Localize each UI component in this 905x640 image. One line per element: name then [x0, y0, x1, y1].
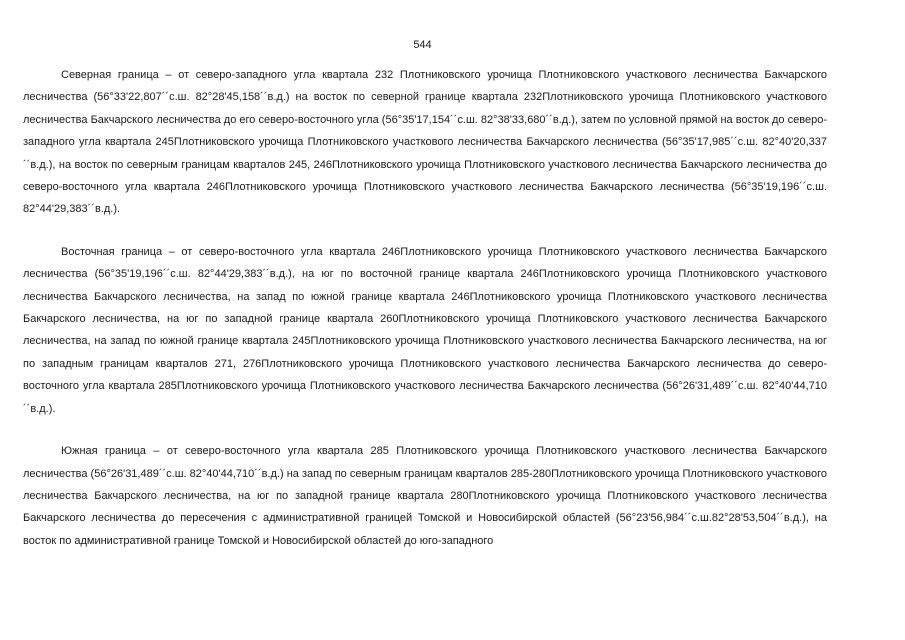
paragraph-east-boundary: Восточная граница – от северо-восточного угла квартала 246Плотниковского урочища Плотниковского участкового лесничества Бакчарского лесничества (56°35'19,196´´с.ш. 82°44'29,383´´в.д.), на юг по восточной границе квартала 246Плотниковского урочища Плотниковского участкового лесничества Бакчарского лесничества, на запад по южной границе квартала 246Плотниковского урочища Плотниковского участкового лесничества Бакчарского лесничества, на юг по западной границе квартала 260Плотниковского урочища Плотниковского участкового лесничества Бакчарского лесничества, на запад по южной границе квартала 245Плотниковского урочища Плотниковского участкового лесничества Бакчарского лесничества, на юг по западным границам кварталов 271, 276Плотниковского урочища Плотниковского участкового лесничества Бакчарского лесничества до северо-восточного угла квартала 285Плотниковского урочища Плотниковского участкового лесничества Бакчарского лесничества (56°26'31,489´´с.ш. 82°40'44,710´´в.д.).	[23, 245, 827, 415]
paragraph-north-boundary: Северная граница – от северо-западного угла квартала 232 Плотниковского урочища Плотниковского участкового лесничества Бакчарского лесничества (56°33'22,807´´с.ш. 82°28'45,158´´в.д.) на восток по северной границе квартала 232Плотниковского урочища Плотниковского участкового лесничества Бакчарского лесничества до его северо-восточного угла (56°35'17,154´´с.ш. 82°38'33,680´´в.д.), затем по условной прямой на восток до северо-западного угла квартала 245Плотниковского урочища Плотниковского участкового лесничества Бакчарского лесничества (56°35'17,985´´с.ш. 82°40'20,337´´в.д.), на восток по северным границам кварталов 245, 246Плотниковского урочища Плотниковского участкового лесничества Бакчарского лесничества до северо-восточного угла квартала 246Плотниковского урочища Плотниковского участкового лесничества Бакчарского лесничества (56°35'19,196´´с.ш. 82°44'29,383´´в.д.).	[23, 69, 827, 216]
document-body	[23, 64, 827, 572]
page-number: 544	[413, 39, 432, 51]
paragraph-south-boundary: Южная граница – от северо-восточного угла квартала 285 Плотниковского урочища Плотниковского участкового лесничества Бакчарского лесничества (56°26'31,489´´с.ш. 82°40'44,710´´в.д.) на запад по северным границам кварталов 285-280Плотниковского урочища Плотниковского участкового лесничества Бакчарского лесничества, на юг по западной границе квартала 280Плотниковского урочища Плотниковского участкового лесничества Бакчарского лесничества до пересечения с административной границей Томской и Новосибирской областей (56°23'56,984´´с.ш.82°28'53,504´´в.д.), на восток по административной границе Томской и Новосибирской областей до юго-западного	[23, 445, 827, 547]
